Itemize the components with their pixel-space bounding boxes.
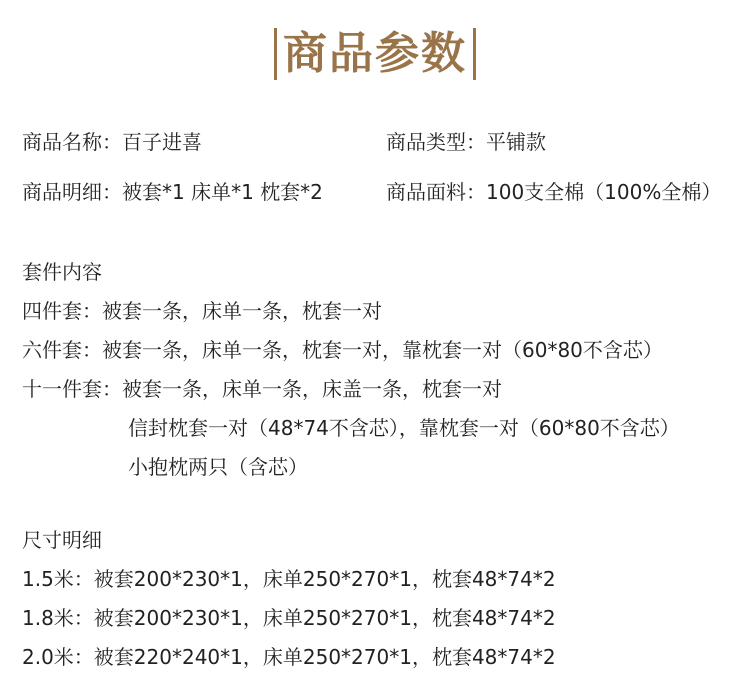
contents-eleven-piece-line2: 信封枕套一对（48*74不含芯），靠枕套一对（60*80不含芯）: [128, 416, 680, 440]
sizes-heading: 尺寸明细: [22, 528, 102, 552]
size-row-2-0m: 2.0米：被套220*240*1，床单250*270*1，枕套48*74*2: [22, 645, 556, 669]
param-name: 商品名称：百子进喜: [22, 130, 202, 154]
title-left-bar: [274, 28, 277, 80]
contents-six-piece: 六件套：被套一条，床单一条，枕套一对，靠枕套一对（60*80不含芯）: [22, 338, 663, 362]
contents-four-piece: 四件套：被套一条，床单一条，枕套一对: [22, 299, 382, 323]
size-row-1-5m: 1.5米：被套200*230*1，床单250*270*1，枕套48*74*2: [22, 567, 556, 591]
contents-eleven-piece-line3: 小抱枕两只（含芯）: [128, 455, 308, 479]
page-title: [268, 24, 482, 82]
param-fabric: 商品面料：100支全棉（100%全棉）: [386, 180, 722, 204]
contents-eleven-piece-line1: 十一件套：被套一条，床单一条，床盖一条，枕套一对: [22, 377, 502, 401]
size-row-1-8m: 1.8米：被套200*230*1，床单250*270*1，枕套48*74*2: [22, 606, 556, 630]
page-title-text: 商品参数: [283, 28, 467, 79]
page-title-block: [0, 24, 750, 82]
contents-heading: 套件内容: [22, 260, 102, 284]
param-detail: 商品明细：被套*1 床单*1 枕套*2: [22, 180, 323, 204]
title-right-bar: [473, 28, 476, 80]
param-type: 商品类型：平铺款: [386, 130, 546, 154]
